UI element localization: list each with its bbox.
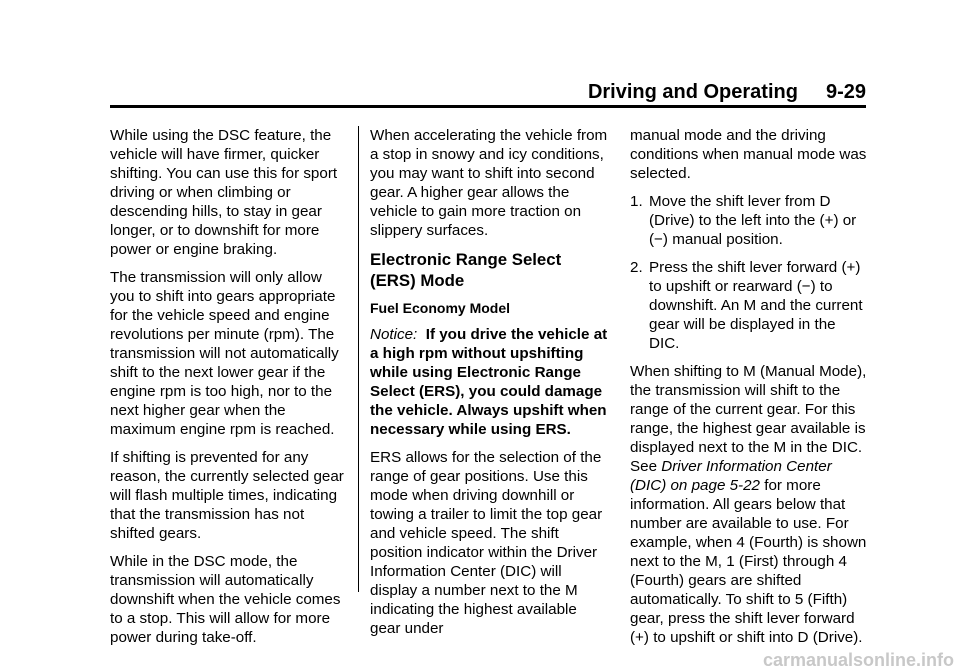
page-number: 9-29: [825, 81, 866, 103]
step-number: 2.: [630, 259, 643, 276]
column-3: [630, 126, 868, 656]
watermark: carmanualsonline.info: [762, 650, 954, 670]
step-text: Move the shift lever from D (Drive) to the left into the (+) or (−) manual position.: [649, 193, 857, 248]
notice-label: Notice:: [370, 326, 418, 343]
list-item: [630, 258, 868, 353]
step-text: Press the shift lever forward (+) to upshift or rearward (−) to downshift. An M and the current gear will be displayed in the DIC.: [649, 259, 863, 352]
cross-reference: Driver Information Center (DIC) on page 5-22: [630, 458, 832, 494]
paragraph-text: When shifting to M (Manual Mode), the transmission will shift to the range of the current gear. For this range, the highest gear available is displayed next to the M in the DIC. See: [630, 363, 867, 475]
paragraph: While using the DSC feature, the vehicle will have firmer, quicker shifting. You can use this for sport driving or when climbing or descending hills, to stay in gear longer, or to downshift for more power or engine braking.: [110, 127, 338, 258]
paragraph: The transmission will only allow you to shift into gears appropriate for the vehicle speed and engine revolutions per minute (rpm). The transmission will not automatically shift to the next lower gear if the engine rpm is too high, nor to the next higher gear when the maximum engine rpm is reached.: [110, 269, 339, 438]
column-1: [110, 126, 348, 656]
paragraph: ERS allows for the selection of the range of gear positions. Use this mode when driving downhill or towing a trailer to limit the top gear and vehicle speed. The shift position indicator within the Driver Information Center (DIC) will display a number next to the M indicating the highest available gear under: [370, 449, 603, 637]
paragraph-text: for more information. All gears below that number are available to use. For example, when 4 (Fourth) is shown next to the M, 1 (First) through 4 (Fourth) gears are shifted automatically. To shift to 5 (Fifth) gear, press the shift lever forward (+) to upshift or shift into D (Drive).: [630, 477, 867, 646]
notice-text: If you drive the vehicle at a high rpm without upshifting while using Electronic Range Select (ERS), you could damage the vehicle. Always upshift when necessary while using ERS.: [370, 326, 608, 438]
steps-list: [630, 192, 868, 353]
column-2: [370, 126, 608, 647]
section-heading: Electronic Range Select (ERS) Mode: [370, 250, 562, 290]
paragraph: When accelerating the vehicle from a stop in snowy and icy conditions, you may want to shift into second gear. A higher gear allows the vehicle to gain more traction on slippery surfaces.: [370, 127, 608, 239]
paragraph: If shifting is prevented for any reason, the currently selected gear will flash multiple times, indicating that the transmission has not shifted gears.: [110, 449, 344, 542]
step-number: 1.: [630, 193, 643, 210]
sub-heading: Fuel Economy Model: [370, 300, 511, 316]
notice-block: [370, 325, 608, 439]
header-rule: [110, 105, 866, 108]
column-divider: [358, 126, 359, 592]
paragraph: manual mode and the driving conditions when manual mode was selected.: [630, 127, 867, 182]
page-header: [110, 80, 866, 104]
paragraph: While in the DSC mode, the transmission will automatically downshift when the vehicle comes to a stop. This will allow for more power during take-off.: [110, 553, 341, 646]
list-item: [630, 192, 868, 249]
section-title: Driving and Operating: [587, 81, 798, 103]
paragraph: [630, 362, 868, 647]
